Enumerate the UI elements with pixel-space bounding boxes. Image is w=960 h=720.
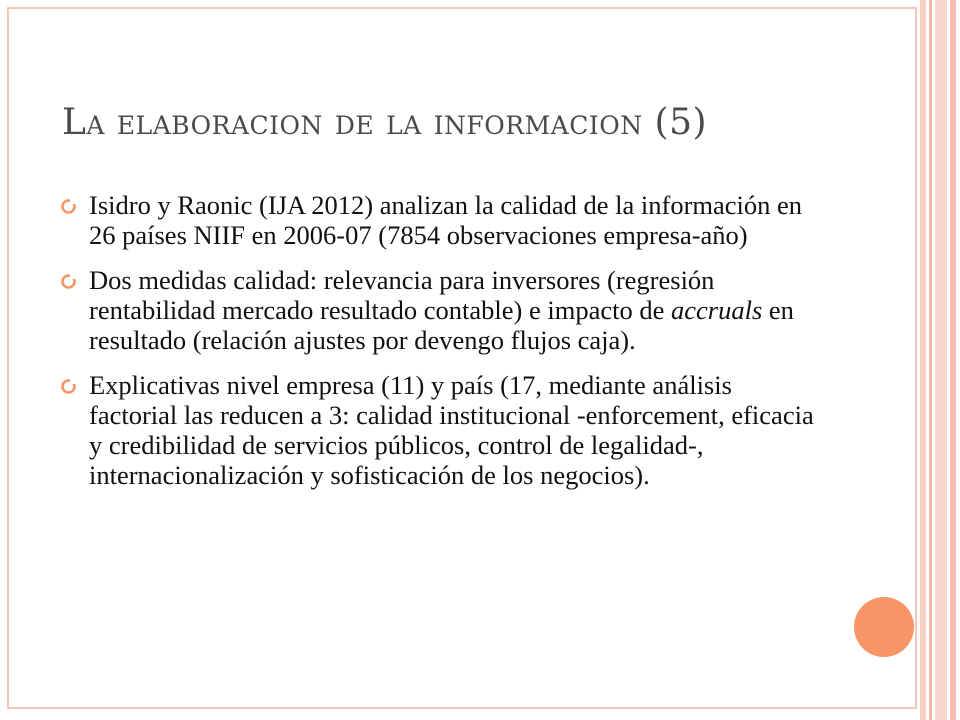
bullet-text <box>89 265 794 355</box>
bullet-text-emphasis: accruals <box>671 295 763 325</box>
bullet-text: Isidro y Raonic (IJA 2012) analizan la calidad de la información en 26 países NIIF en 2006-07 (7854 observaciones empresa-año) <box>89 190 803 250</box>
decorative-stripe <box>950 0 956 720</box>
decorative-orange-circle <box>854 597 914 657</box>
bullet-item <box>60 265 820 355</box>
slide-title: La elaboracion de la informacion (5) <box>62 102 708 143</box>
ring-bullet-icon <box>60 273 77 290</box>
bullet-text-before: Dos medidas calidad: relevancia para inversores (regresión rentabilidad mercado resultado contable) e impacto de <box>89 265 715 325</box>
bullet-text-after: en resultado (relación ajustes por devengo flujos caja). <box>89 295 794 355</box>
bullet-list <box>60 190 820 505</box>
bullet-item <box>60 370 820 490</box>
bullet-item <box>60 190 820 250</box>
decorative-stripe <box>935 0 947 720</box>
bullet-text: Explicativas nivel empresa (11) y país (17, mediante análisis factorial las reducen a 3: calidad institucional -enforcement, eficacia y credibilidad de servicios públicos, control de legalidad-, internacionalización y sofisticación de los negocios). <box>89 370 814 490</box>
ring-bullet-icon <box>60 378 77 395</box>
decorative-stripe <box>929 0 932 720</box>
ring-bullet-icon <box>60 198 77 215</box>
decorative-stripe <box>920 0 926 720</box>
